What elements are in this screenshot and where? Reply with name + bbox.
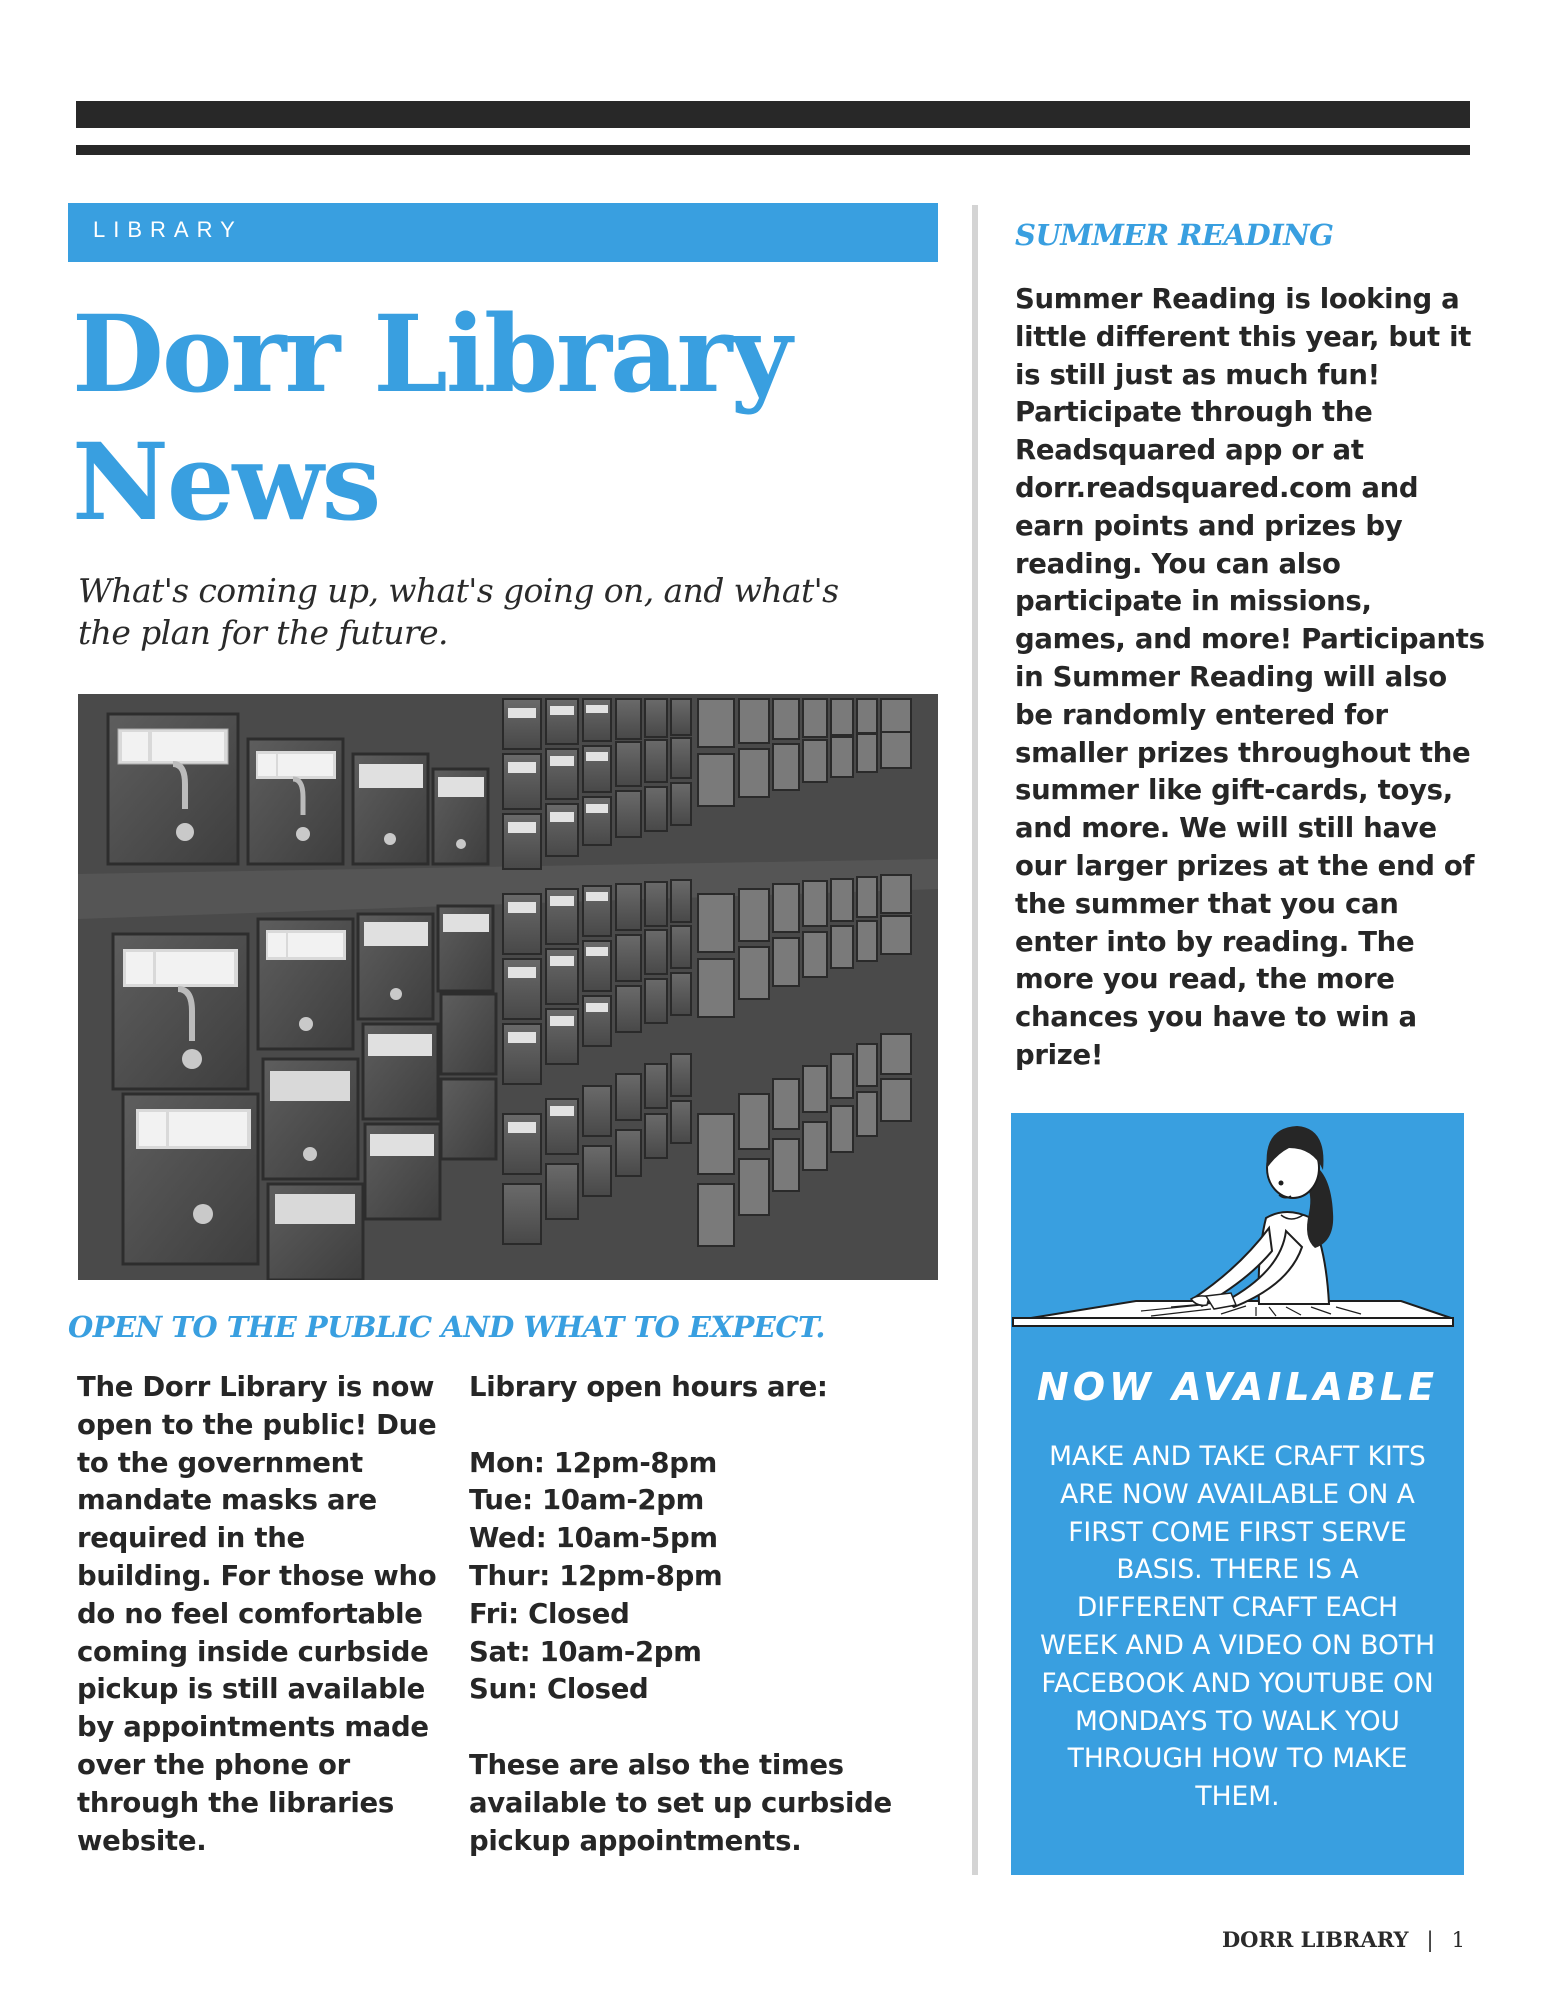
hours-row-sat: Sat: 10am-2pm (469, 1635, 702, 1668)
summer-reading-heading: SUMMER READING (1015, 218, 1334, 252)
now-available-body: MAKE AND TAKE CRAFT KITS ARE NOW AVAILABLE ON A FIRST COME FIRST SERVE BASIS. THERE IS A DIFFERENT CRAFT EACH WEEK AND A VIDEO ON BOTH FACEBOOK AND YOUTUBE ON MONDAYS TO WALK YOU THROUGH HOW TO MAKE THEM. (1040, 1441, 1435, 1813)
hours-intro: Library open hours are: (469, 1371, 828, 1403)
column-divider (972, 205, 978, 1875)
hours-column (469, 1369, 929, 1860)
open-section-body: The Dorr Library is now open to the public! Due to the government mandate masks are required in the building. For those who do no feel comfortable coming inside curbside pickup is still available by appointments made over the phone or through the libraries website. (77, 1371, 437, 1857)
page-number: 1 (1451, 1928, 1465, 1952)
hours-row-mon: Mon: 12pm-8pm (469, 1446, 718, 1479)
now-available-heading: NOW AVAILABLE (1036, 1365, 1439, 1409)
hours-row-tue: Tue: 10am-2pm (469, 1484, 705, 1517)
woman-crafting-illustration (1011, 1113, 1464, 1335)
hours-spacer (469, 1709, 929, 1747)
footer-library-name: DORR LIBRARY (1221, 1927, 1409, 1952)
hours-row-wed: Wed: 10am-5pm (469, 1522, 718, 1555)
summer-reading-body: Summer Reading is looking a little different this year, but it is still just as much fun! Participate through the Readsquared app or at dorr.readsquared.com and earn points and prizes by reading. You can also participate in missions, games, and more! Participants in Summer Reading will also be randomly entered for smaller prizes throughout the summer like gift-cards, toys, and more. We will still have our larger prizes at the end of the summer that you can enter into by reading. The more you read, the more chances you have to win a prize! (1015, 283, 1485, 1071)
hours-note-line3: pickup appointments. (469, 1824, 802, 1857)
hours-row-thur: Thur: 12pm-8pm (469, 1559, 723, 1592)
open-section-heading: OPEN TO THE PUBLIC AND WHAT TO EXPECT. (68, 1310, 825, 1344)
section-label-band (68, 203, 938, 262)
section-label: LIBRARY (93, 217, 243, 242)
page-title-line2: News (72, 419, 380, 544)
hours-note-line2: available to set up curbside (469, 1786, 892, 1819)
hours-row-sun: Sun: Closed (469, 1673, 649, 1706)
page-footer (1222, 1927, 1465, 1952)
header-rule-thin (76, 145, 1470, 155)
footer-separator: | (1426, 1928, 1434, 1952)
page-subtitle: What's coming up, what's going on, and what's the plan for the future. (78, 571, 839, 652)
hours-note-line1: These are also the times (469, 1748, 844, 1781)
hours-spacer (469, 1407, 929, 1445)
hours-row-fri: Fri: Closed (469, 1597, 630, 1630)
card-catalog-photo (78, 694, 938, 1280)
page-title-line1: Dorr Library (72, 291, 791, 416)
page-title (72, 290, 952, 546)
now-available-box (1011, 1113, 1464, 1875)
header-rule-thick (76, 101, 1470, 128)
